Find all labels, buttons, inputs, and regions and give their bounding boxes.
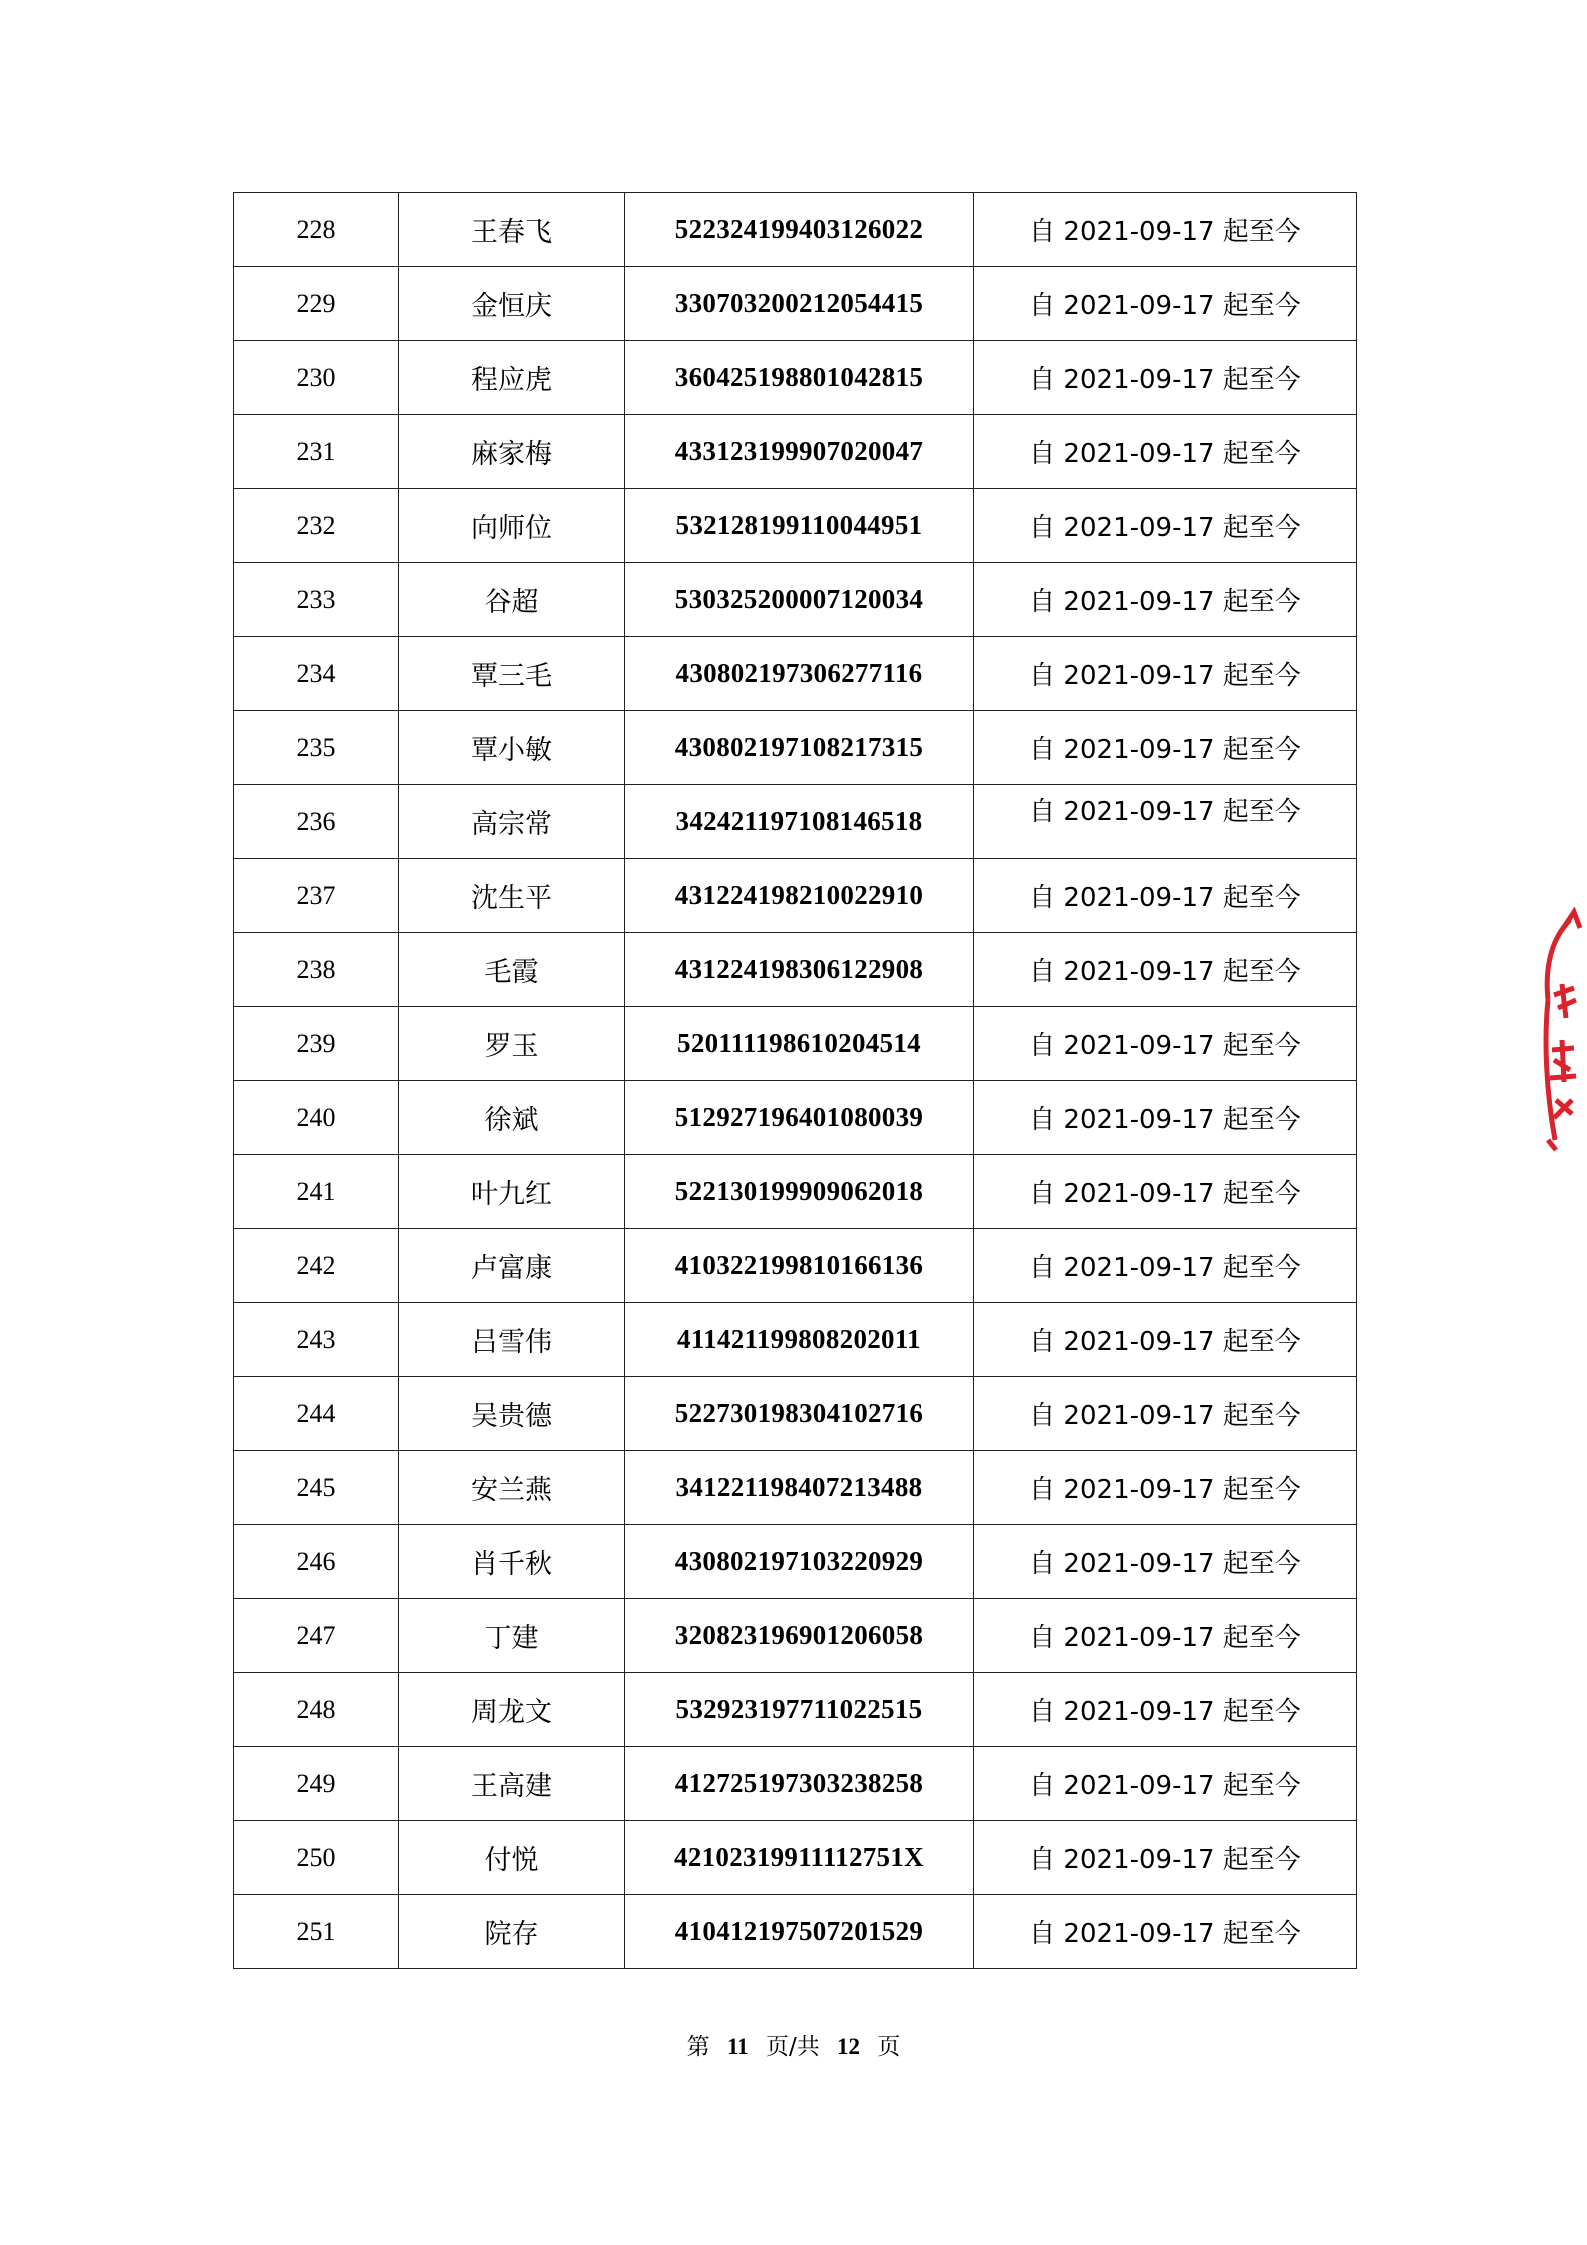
row-number-cell: 251 xyxy=(234,1895,399,1969)
row-number-cell: 241 xyxy=(234,1155,399,1229)
personnel-table-body xyxy=(234,193,1357,1969)
id-number-cell: 532128199110044951 xyxy=(625,489,974,563)
table-row xyxy=(234,341,1357,415)
row-number-cell: 240 xyxy=(234,1081,399,1155)
period-cell: 自 2021-09-17 起至今 xyxy=(974,1821,1357,1895)
row-number-cell: 230 xyxy=(234,341,399,415)
row-number-cell: 236 xyxy=(234,785,399,859)
name-cell: 叶九红 xyxy=(399,1155,625,1229)
period-cell: 自 2021-09-17 起至今 xyxy=(974,637,1357,711)
row-number-cell: 247 xyxy=(234,1599,399,1673)
name-cell: 徐斌 xyxy=(399,1081,625,1155)
name-cell: 吴贵德 xyxy=(399,1377,625,1451)
row-number-cell: 234 xyxy=(234,637,399,711)
footer-current-page: 11 xyxy=(726,2034,749,2059)
id-number-cell: 522130199909062018 xyxy=(625,1155,974,1229)
id-number-cell: 320823196901206058 xyxy=(625,1599,974,1673)
period-cell: 自 2021-09-17 起至今 xyxy=(974,267,1357,341)
row-number-cell: 248 xyxy=(234,1673,399,1747)
row-number-cell: 233 xyxy=(234,563,399,637)
name-cell: 卢富康 xyxy=(399,1229,625,1303)
id-number-cell: 42102319911112751X xyxy=(625,1821,974,1895)
table-row xyxy=(234,1303,1357,1377)
row-number-cell: 243 xyxy=(234,1303,399,1377)
period-cell: 自 2021-09-17 起至今 xyxy=(974,1155,1357,1229)
row-number-cell: 231 xyxy=(234,415,399,489)
table-row xyxy=(234,1599,1357,1673)
name-cell: 高宗常 xyxy=(399,785,625,859)
table-row xyxy=(234,1377,1357,1451)
id-number-cell: 412725197303238258 xyxy=(625,1747,974,1821)
period-cell: 自 2021-09-17 起至今 xyxy=(974,1599,1357,1673)
period-cell: 自 2021-09-17 起至今 xyxy=(974,1451,1357,1525)
id-number-cell: 360425198801042815 xyxy=(625,341,974,415)
id-number-cell: 433123199907020047 xyxy=(625,415,974,489)
name-cell: 周龙文 xyxy=(399,1673,625,1747)
name-cell: 罗玉 xyxy=(399,1007,625,1081)
period-cell: 自 2021-09-17 起至今 xyxy=(974,1895,1357,1969)
id-number-cell: 410322199810166136 xyxy=(625,1229,974,1303)
name-cell: 金恒庆 xyxy=(399,267,625,341)
row-number-cell: 239 xyxy=(234,1007,399,1081)
row-number-cell: 242 xyxy=(234,1229,399,1303)
row-number-cell: 237 xyxy=(234,859,399,933)
row-number-cell: 249 xyxy=(234,1747,399,1821)
row-number-cell: 250 xyxy=(234,1821,399,1895)
id-number-cell: 341221198407213488 xyxy=(625,1451,974,1525)
period-cell: 自 2021-09-17 起至今 xyxy=(974,341,1357,415)
name-cell: 毛霞 xyxy=(399,933,625,1007)
table-row xyxy=(234,859,1357,933)
row-number-cell: 245 xyxy=(234,1451,399,1525)
period-cell: 自 2021-09-17 起至今 xyxy=(974,1747,1357,1821)
name-cell: 吕雪伟 xyxy=(399,1303,625,1377)
name-cell: 王高建 xyxy=(399,1747,625,1821)
id-number-cell: 430802197103220929 xyxy=(625,1525,974,1599)
row-number-cell: 228 xyxy=(234,193,399,267)
period-cell: 自 2021-09-17 起至今 xyxy=(974,415,1357,489)
table-row xyxy=(234,1451,1357,1525)
name-cell: 谷超 xyxy=(399,563,625,637)
period-cell: 自 2021-09-17 起至今 xyxy=(974,1007,1357,1081)
id-number-cell: 410412197507201529 xyxy=(625,1895,974,1969)
footer-total-pages: 12 xyxy=(837,2034,861,2059)
row-number-cell: 235 xyxy=(234,711,399,785)
period-cell: 自 2021-09-17 起至今 xyxy=(974,1081,1357,1155)
row-number-cell: 229 xyxy=(234,267,399,341)
id-number-cell: 522324199403126022 xyxy=(625,193,974,267)
period-cell: 自 2021-09-17 起至今 xyxy=(974,193,1357,267)
id-number-cell: 512927196401080039 xyxy=(625,1081,974,1155)
name-cell: 肖千秋 xyxy=(399,1525,625,1599)
table-row xyxy=(234,933,1357,1007)
period-cell: 自 2021-09-17 起至今 xyxy=(974,1303,1357,1377)
table-row xyxy=(234,711,1357,785)
name-cell: 覃三毛 xyxy=(399,637,625,711)
id-number-cell: 431224198306122908 xyxy=(625,933,974,1007)
name-cell: 麻家梅 xyxy=(399,415,625,489)
period-cell: 自 2021-09-17 起至今 xyxy=(974,489,1357,563)
period-cell: 自 2021-09-17 起至今 xyxy=(974,711,1357,785)
period-cell: 自 2021-09-17 起至今 xyxy=(974,785,1357,859)
period-cell: 自 2021-09-17 起至今 xyxy=(974,1673,1357,1747)
table-row xyxy=(234,1081,1357,1155)
period-cell: 自 2021-09-17 起至今 xyxy=(974,933,1357,1007)
table-row xyxy=(234,1525,1357,1599)
table-row xyxy=(234,785,1357,859)
row-number-cell: 244 xyxy=(234,1377,399,1451)
period-cell: 自 2021-09-17 起至今 xyxy=(974,1377,1357,1451)
name-cell: 付悦 xyxy=(399,1821,625,1895)
row-number-cell: 238 xyxy=(234,933,399,1007)
seal-stamp-icon xyxy=(1540,900,1587,1160)
id-number-cell: 430802197306277116 xyxy=(625,637,974,711)
table-row xyxy=(234,1821,1357,1895)
period-cell: 自 2021-09-17 起至今 xyxy=(974,859,1357,933)
table-row xyxy=(234,1747,1357,1821)
table-row xyxy=(234,193,1357,267)
id-number-cell: 342421197108146518 xyxy=(625,785,974,859)
table-row xyxy=(234,637,1357,711)
id-number-cell: 530325200007120034 xyxy=(625,563,974,637)
table-row xyxy=(234,267,1357,341)
table-row xyxy=(234,563,1357,637)
table-row xyxy=(234,1895,1357,1969)
footer-middle: 页/共 xyxy=(765,2034,820,2060)
name-cell: 向师位 xyxy=(399,489,625,563)
id-number-cell: 411421199808202011 xyxy=(625,1303,974,1377)
id-number-cell: 430802197108217315 xyxy=(625,711,974,785)
personnel-table xyxy=(233,192,1357,1969)
period-cell: 自 2021-09-17 起至今 xyxy=(974,1229,1357,1303)
id-number-cell: 520111198610204514 xyxy=(625,1007,974,1081)
id-number-cell: 522730198304102716 xyxy=(625,1377,974,1451)
row-number-cell: 246 xyxy=(234,1525,399,1599)
table-row xyxy=(234,489,1357,563)
name-cell: 王春飞 xyxy=(399,193,625,267)
table-row xyxy=(234,1229,1357,1303)
table-row xyxy=(234,1155,1357,1229)
footer-suffix: 页 xyxy=(877,2034,901,2060)
id-number-cell: 330703200212054415 xyxy=(625,267,974,341)
table-row xyxy=(234,415,1357,489)
name-cell: 安兰燕 xyxy=(399,1451,625,1525)
table-row xyxy=(234,1673,1357,1747)
row-number-cell: 232 xyxy=(234,489,399,563)
name-cell: 院存 xyxy=(399,1895,625,1969)
id-number-cell: 532923197711022515 xyxy=(625,1673,974,1747)
period-cell: 自 2021-09-17 起至今 xyxy=(974,563,1357,637)
id-number-cell: 431224198210022910 xyxy=(625,859,974,933)
page-footer xyxy=(0,2028,1587,2061)
table-row xyxy=(234,1007,1357,1081)
name-cell: 覃小敏 xyxy=(399,711,625,785)
name-cell: 丁建 xyxy=(399,1599,625,1673)
footer-prefix: 第 xyxy=(686,2034,710,2060)
name-cell: 程应虎 xyxy=(399,341,625,415)
name-cell: 沈生平 xyxy=(399,859,625,933)
period-cell: 自 2021-09-17 起至今 xyxy=(974,1525,1357,1599)
